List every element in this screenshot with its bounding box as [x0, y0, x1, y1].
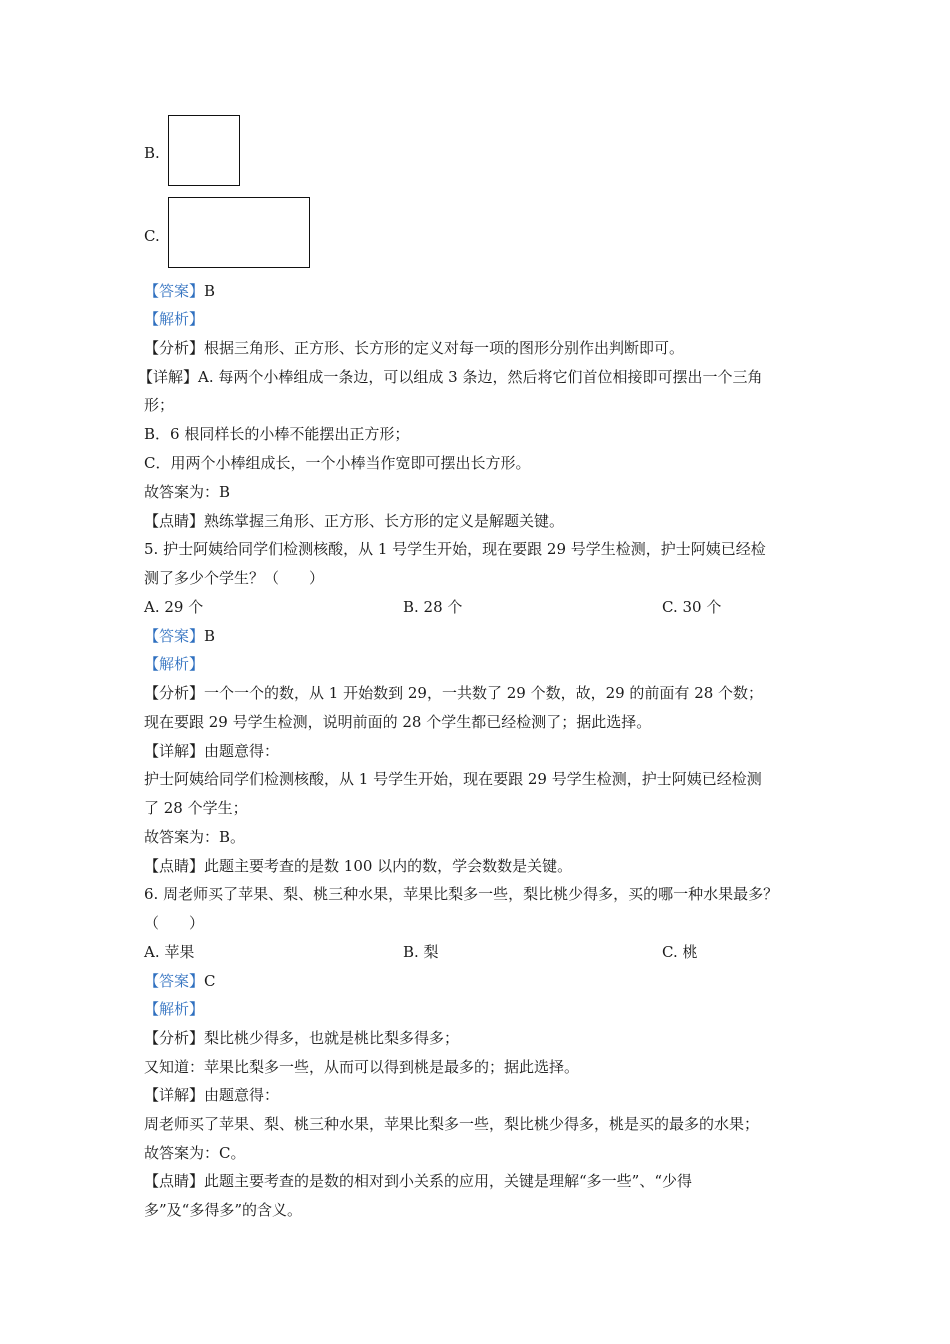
q4-detail-b: B．6 根同样长的小棒不能摆出正方形；	[144, 425, 410, 443]
q5-conclusion: 故答案为：B。	[144, 828, 246, 846]
analysis-tag: 【解析】	[144, 655, 205, 673]
xiangjie-tag: 【详解】	[138, 368, 199, 386]
q5-stem-1: 5. 护士阿姨给同学们检测核酸，从 1 号学生开始，现在要跟 29 号学生检测，护士阿姨已经检	[144, 540, 766, 558]
q4-conclusion: 故答案为：B	[144, 483, 231, 501]
fenxi-tag: 【分析】	[144, 339, 205, 357]
answer-tag: 【答案】	[144, 972, 205, 990]
q6-answer-row	[144, 970, 216, 992]
fenxi-tag: 【分析】	[144, 1029, 205, 1047]
q5-fenxi-1	[144, 682, 763, 704]
dianjing-tag: 【点睛】	[144, 512, 205, 530]
q6-conclusion: 故答案为：C。	[144, 1144, 246, 1162]
option-b-label: B.	[144, 144, 160, 162]
answer-value: B	[204, 627, 216, 645]
answer-tag: 【答案】	[144, 282, 205, 300]
q4-detail-c: C．用两个小棒组成长，一个小棒当作宽即可摆出长方形。	[144, 454, 531, 472]
option-c-label: C.	[144, 227, 160, 245]
q5-answer-row	[144, 625, 215, 647]
q6-detail-1: 周老师买了苹果、梨、桃三种水果，苹果比梨多一些，梨比桃少得多，桃是买的最多的水果；	[144, 1115, 760, 1133]
dianjing-text: 熟练掌握三角形、正方形、长方形的定义是解题关键。	[204, 512, 565, 530]
fenxi-text: 梨比桃少得多，也就是桃比梨多得多；	[204, 1029, 460, 1047]
answer-tag: 【答案】	[144, 627, 205, 645]
q5-option-b: B. 28 个	[403, 598, 463, 616]
q5-stem-2: 测了多少个学生？（ ）	[144, 569, 325, 587]
q6-option-a: A. 苹果	[144, 943, 195, 961]
dianjing-tag: 【点睛】	[144, 857, 205, 875]
dianjing-text: 此题主要考查的是数的相对到小关系的应用，关键是理解“多一些”、“少得	[204, 1172, 693, 1190]
xiangjie-text: 由题意得：	[204, 1086, 280, 1104]
q5-fenxi-2: 现在要跟 29 号学生检测，说明前面的 28 个学生都已经检测了；据此选择。	[144, 713, 652, 731]
q6-option-c: C. 桃	[662, 943, 698, 961]
analysis-tag: 【解析】	[144, 310, 205, 328]
q4-answer-row	[144, 280, 215, 302]
analysis-tag: 【解析】	[144, 1000, 205, 1018]
q4-xiangjie-cont: 形；	[144, 396, 175, 414]
q5-xiangjie	[144, 740, 279, 762]
fenxi-text: 一个一个的数，从 1 开始数到 29，一共数了 29 个数，故，29 的前面有 28 个数；	[204, 684, 764, 702]
q5-detail-2: 了 28 个学生；	[144, 799, 248, 817]
square-figure	[168, 115, 240, 186]
q6-stem-1: 6. 周老师买了苹果、梨、桃三种水果，苹果比梨多一些，梨比桃少得多，买的哪一种水果最多？	[144, 885, 779, 903]
rectangle-figure	[168, 197, 310, 268]
xiangjie-tag: 【详解】	[144, 1086, 205, 1104]
q6-xiangjie	[144, 1084, 279, 1106]
q4-fenxi	[144, 337, 684, 359]
q6-dianjing-1	[144, 1170, 692, 1192]
q6-stem-2: （ ）	[144, 914, 205, 932]
xiangjie-text: A. 每两个小棒组成一条边，可以组成 3 条边，然后将它们首位相接即可摆出一个三角	[198, 368, 763, 386]
q5-option-a: A. 29 个	[144, 598, 204, 616]
dianjing-tag: 【点睛】	[144, 1172, 205, 1190]
q5-dianjing	[144, 855, 572, 877]
fenxi-text: 根据三角形、正方形、长方形的定义对每一项的图形分别作出判断即可。	[204, 339, 685, 357]
xiangjie-text: 由题意得：	[204, 742, 280, 760]
fenxi-tag: 【分析】	[144, 684, 205, 702]
q5-detail-1: 护士阿姨给同学们检测核酸，从 1 号学生开始，现在要跟 29 号学生检测，护士阿姨已经检测	[144, 770, 762, 788]
q5-option-c: C. 30 个	[662, 598, 722, 616]
q6-dianjing-2: 多”及“多得多”的含义。	[144, 1201, 303, 1219]
q6-fenxi-2: 又知道：苹果比梨多一些，从而可以得到桃是最多的；据此选择。	[144, 1058, 580, 1076]
q4-dianjing	[144, 510, 564, 532]
answer-value: B	[204, 282, 216, 300]
q4-xiangjie	[138, 366, 762, 388]
dianjing-text: 此题主要考查的是数 100 以内的数，学会数数是关键。	[204, 857, 573, 875]
q6-option-b: B. 梨	[403, 943, 439, 961]
answer-value: C	[204, 972, 216, 990]
xiangjie-tag: 【详解】	[144, 742, 205, 760]
q6-fenxi-1	[144, 1027, 459, 1049]
